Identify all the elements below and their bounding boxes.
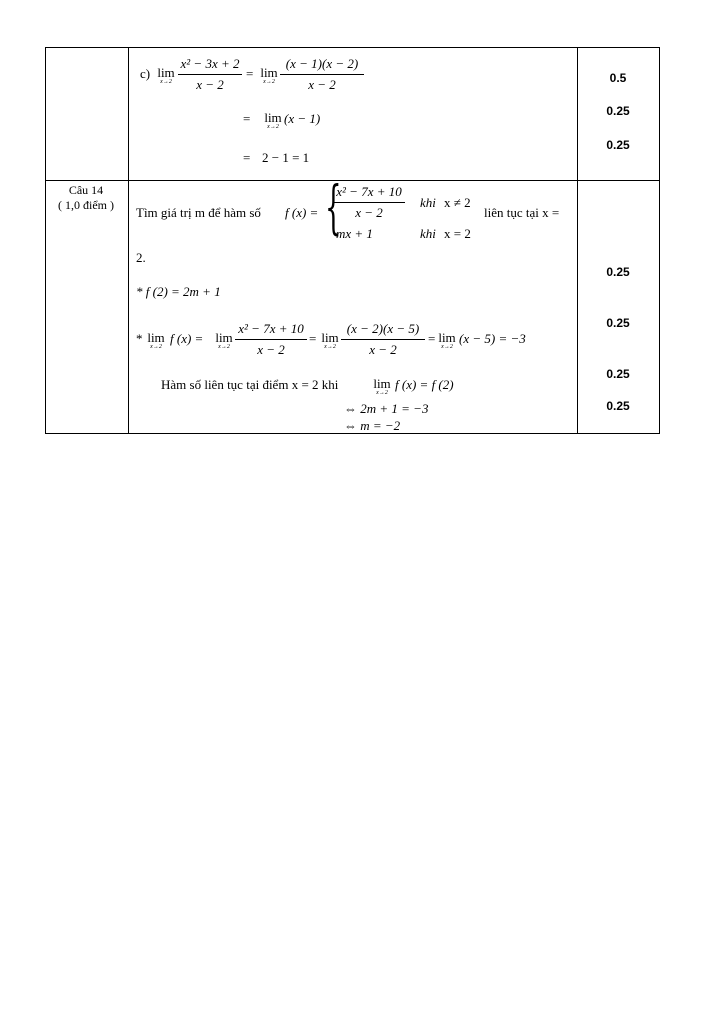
prompt-continuation: 2. [136, 250, 146, 265]
fraction-denominator: x − 2 [369, 342, 397, 357]
part-c-label: c) [140, 66, 151, 81]
table-border-right [659, 47, 660, 434]
part-c-fraction-2 [280, 56, 364, 93]
score-c-3: 0.25 [606, 138, 630, 152]
step-2-tail: (x − 5) = −3 [459, 331, 526, 346]
fraction-denominator: x − 2 [196, 77, 224, 92]
score-q14-4: 0.25 [606, 399, 630, 413]
lim-word: lim [438, 330, 456, 345]
score-c-2: 0.25 [606, 104, 630, 118]
part-c-limit-2 [258, 66, 280, 86]
step-2-star: * [136, 331, 143, 346]
part-c-line3-expression: 2 − 1 = 1 [262, 150, 310, 165]
lim-subscript: x→2 [218, 344, 230, 350]
step-3-limit [371, 377, 393, 397]
lim-word: lim [373, 376, 391, 391]
lim-word: lim [215, 330, 233, 345]
case-2-condition: x = 2 [444, 226, 471, 241]
step-2-limit-4 [436, 331, 458, 351]
score-q14-1: 0.25 [606, 265, 630, 279]
question-title: Câu 14 [68, 183, 104, 197]
table-border-left [45, 47, 46, 434]
lim-word: lim [157, 65, 175, 80]
step-2-function: f (x) = [170, 331, 204, 346]
case-1-fraction [333, 184, 405, 221]
fraction-bar [341, 339, 425, 340]
fraction-denominator: x − 2 [257, 342, 285, 357]
lim-word: lim [147, 330, 165, 345]
fraction-denominator: x − 2 [308, 77, 336, 92]
score-c-1: 0.5 [609, 71, 627, 85]
fraction-denominator: x − 2 [355, 205, 383, 220]
fraction-numerator: x² − 7x + 10 [238, 321, 304, 336]
table-col-divider-1 [128, 47, 129, 434]
function-label: f (x) = [285, 205, 319, 220]
step-2-limit-1 [145, 331, 167, 351]
part-c-limit-1 [155, 66, 177, 86]
score-q14-2: 0.25 [606, 316, 630, 330]
step-2-fraction-1 [235, 321, 307, 358]
equals-sign: = [246, 66, 254, 81]
fraction-bar [235, 339, 307, 340]
lim-word: lim [260, 65, 278, 80]
fraction-numerator: x² − 7x + 10 [336, 184, 402, 199]
question-14-label [46, 183, 126, 213]
step-1: * f (2) = 2m + 1 [136, 284, 221, 299]
prompt-end: liên tục tại x = [484, 205, 560, 220]
step-3-tail: f (x) = f (2) [395, 377, 454, 392]
step-5: ⇔ m = −2 [344, 418, 401, 433]
part-c-fraction-1 [178, 56, 242, 93]
prompt-start: Tìm giá trị m để hàm số [136, 205, 261, 220]
part-c-limit-3 [262, 111, 284, 131]
lim-subscript: x→2 [267, 124, 279, 130]
case-2-expression: mx + 1 [336, 226, 373, 241]
lim-word: lim [321, 330, 339, 345]
equals-sign: = [243, 150, 251, 165]
lim-subscript: x→2 [324, 344, 336, 350]
step-3-text: Hàm số liên tục tại điểm x = 2 khi [161, 377, 339, 392]
lim-word: lim [264, 110, 282, 125]
piecewise-brace: { [325, 173, 342, 241]
fraction-bar [333, 202, 405, 203]
fraction-bar [178, 74, 242, 75]
case-1-condition: x ≠ 2 [444, 195, 471, 210]
step-4: ⇔ 2m + 1 = −3 [344, 401, 429, 416]
lim-subscript: x→2 [376, 390, 388, 396]
table-border-top [45, 47, 660, 48]
lim-subscript: x→2 [263, 79, 275, 85]
step-2-limit-3 [319, 331, 341, 351]
score-q14-3: 0.25 [606, 367, 630, 381]
step-2-fraction-2 [341, 321, 425, 358]
step-2-limit-2 [213, 331, 235, 351]
part-c-line2-expression: (x − 1) [284, 111, 321, 126]
equals-sign: = [309, 331, 317, 346]
equals-sign: = [243, 111, 251, 126]
case-1-khi: khi [420, 195, 436, 210]
question-points: ( 1,0 điểm ) [58, 198, 114, 212]
fraction-numerator: x² − 3x + 2 [180, 56, 240, 71]
fraction-numerator: (x − 1)(x − 2) [285, 56, 359, 71]
fraction-numerator: (x − 2)(x − 5) [346, 321, 420, 336]
lim-subscript: x→2 [441, 344, 453, 350]
lim-subscript: x→2 [160, 79, 172, 85]
fraction-bar [280, 74, 364, 75]
table-row-divider [45, 180, 660, 181]
lim-subscript: x→2 [150, 344, 162, 350]
equals-sign: = [428, 331, 436, 346]
case-2-khi: khi [420, 226, 436, 241]
